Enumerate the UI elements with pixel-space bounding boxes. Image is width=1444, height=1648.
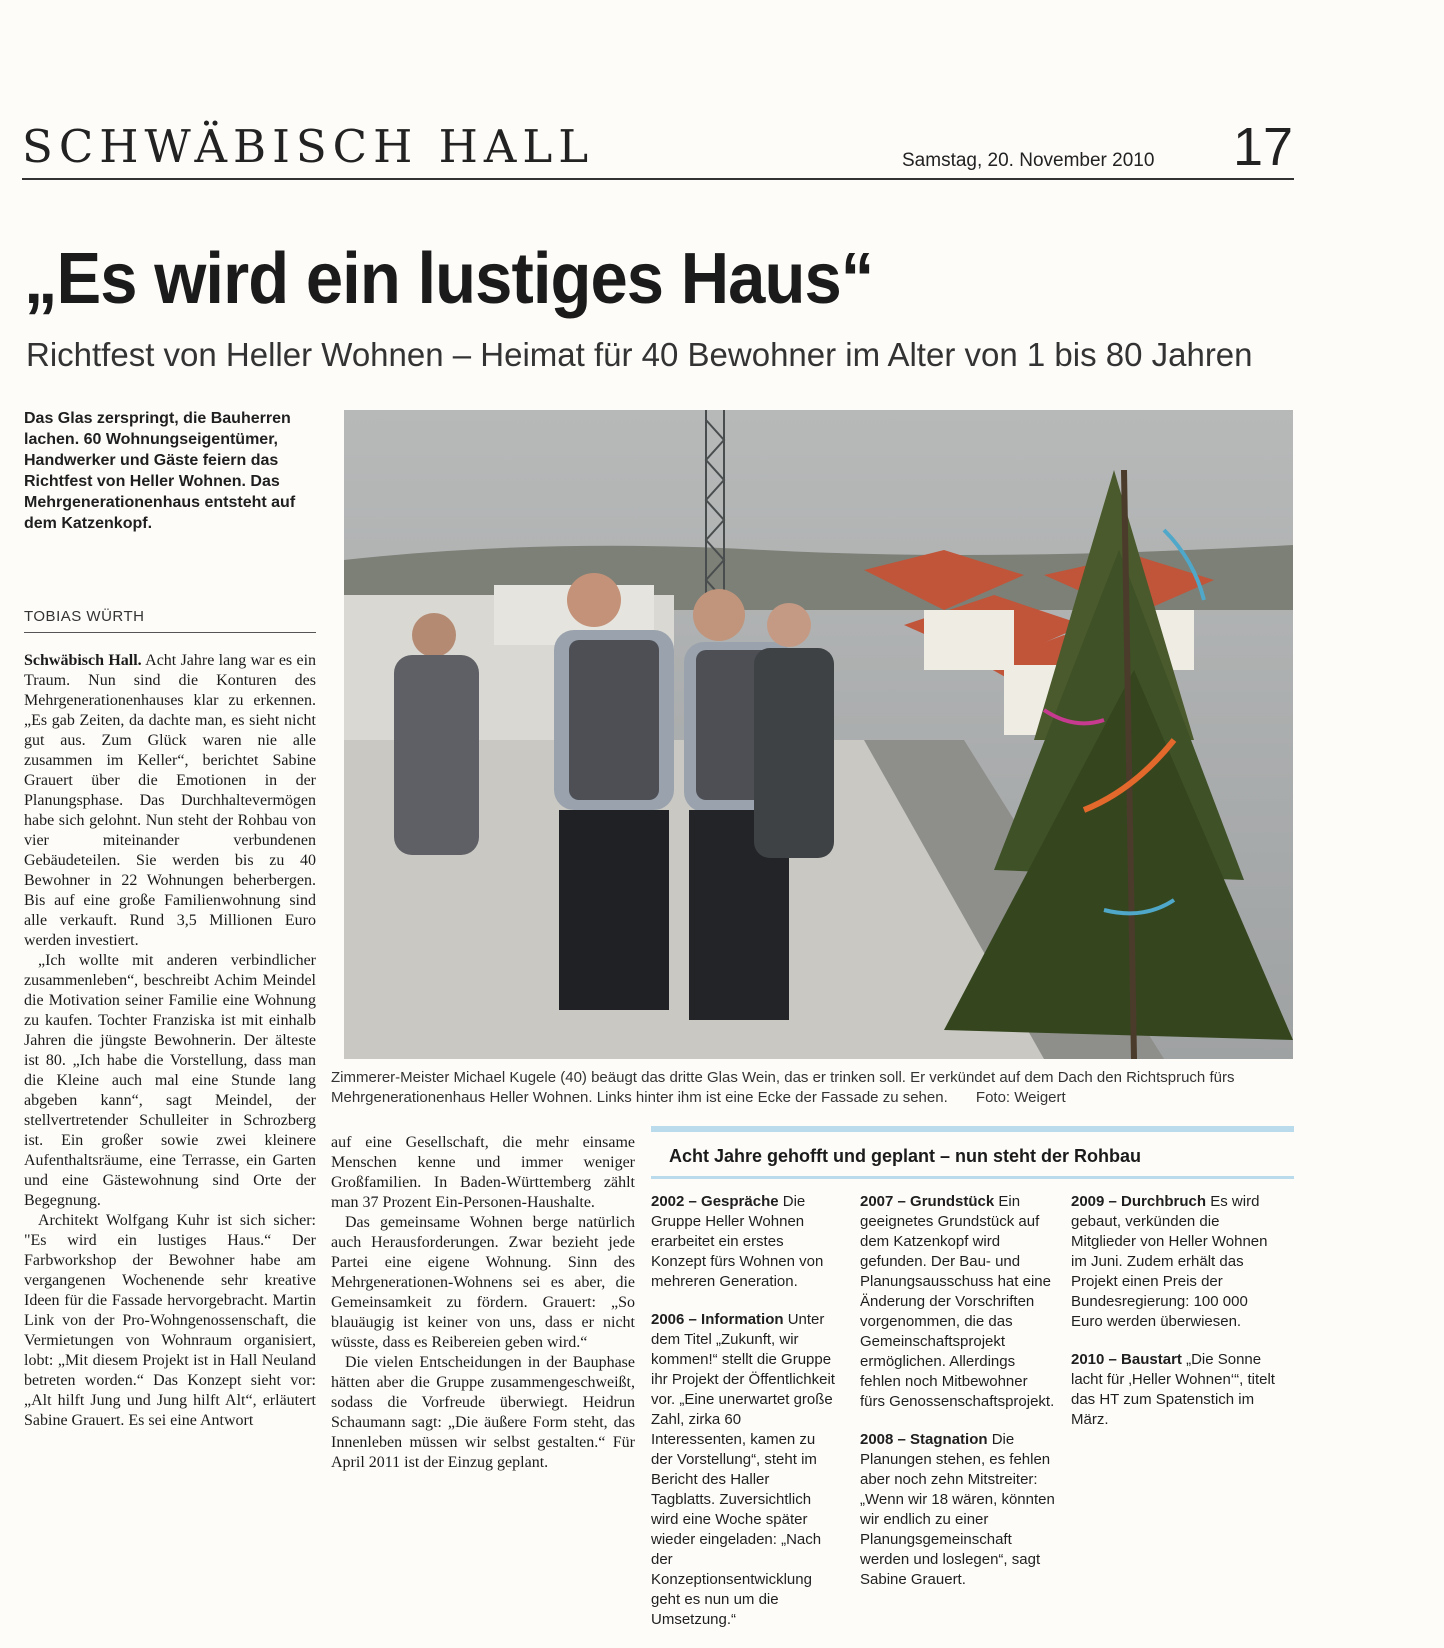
infobox-top-bar <box>651 1126 1294 1132</box>
article-photo <box>344 410 1293 1059</box>
timeline-text: Die Gruppe Heller Wohnen erarbeitet ein erstes Konzept fürs Wohnen von mehreren Generation. <box>651 1193 824 1290</box>
lead-paragraph: Das Glas zerspringt, die Bauherren lachen. 60 Wohnungseigentümer, Handwerker und Gäste feiern das Richtfest von Heller Wohnen. Das Mehrgenerationenhaus entsteht auf dem Katzenkopf. <box>24 410 296 532</box>
timeline-text: Unter dem Titel „Zukunft, wir kommen!“ stellt die Gruppe ihr Projekt der Öffentlichkeit vor. „Eine unerwartet große Zahl, zirka 60 Interessenten, kamen zu der Vorstellung“, steht im Bericht des Haller Tagblatts. Zuversichtlich wird eine Woche später wieder eingeladen: „Nach der Konzeptionsentwicklung geht es nun um die Umsetzung.“ <box>651 1311 835 1628</box>
timeline-text: Die Planungen stehen, es fehlen aber noch zehn Mitstreiter: „Wenn wir 18 wären, könnten wir endlich zu einer Planungsgemeinschaft werden und loslegen“, sagt Sabine Grauert. <box>860 1431 1055 1588</box>
paragraph-text: Acht Jahre lang war es ein Traum. Nun sind die Konturen des Mehrgenerationenhauses klar zu erkennen. „Es gab Zeiten, da dachte man, es sieht nicht gut aus. Zum Glück waren nie alle zusammen im Keller“, berichtet Sabine Grauert über die Emotionen in der Planungsphase. Das Durchhaltevermögen habe sich gelohnt. Nun steht der Rohbau von vier miteinander verbundenen Gebäudeteilen. Sie werden bis zu 40 Bewohner in 22 Wohnungen beherbergen. Bis auf eine große Familienwohnung sind alle verkauft. Rund 3,5 Millionen Euro werden investiert. <box>24 652 317 949</box>
infobox-title: Acht Jahre gehofft und geplant – nun steht der Rohbau <box>669 1146 1142 1166</box>
body-paragraph: Das gemeinsame Wohnen berge natürlich auch Herausforderungen. Zwar bezieht jede Partei eine eigene Wohnung. Sinn des Mehrgenerationen-Wohnens sei es aber, die Gemeinsamkeit zu fördern. Grauert: „So blauäugig ist keiner von uns, dass er nicht wüsste, dass es Reibereien geben wird.“ <box>331 1214 635 1351</box>
timeline-item <box>860 1192 1056 1412</box>
photo-illustration <box>344 410 1293 1059</box>
subheadline: Richtfest von Heller Wohnen – Heimat für 40 Bewohner im Alter von 1 bis 80 Jahren <box>26 336 1253 373</box>
photo-caption <box>331 1068 1293 1108</box>
timeline-year: 2007 – Grundstück <box>860 1193 995 1210</box>
timeline-column-2 <box>860 1192 1056 1608</box>
timeline-year: 2009 – Durchbruch <box>1071 1193 1207 1210</box>
body-paragraph: „Ich wollte mit anderen verbindlicher zusammenleben“, beschreibt Achim Meindel die Motivation seiner Familie eine Wohnung zu kaufen. Tochter Franziska ist mit einhalb Jahren die jüngste Bewohnerin. Der älteste ist 80. „Ich habe die Vorstellung, dass man die Kleine auch mal eine Stunde lang abgeben kann“, sagt Meindel, der stellvertretender Schulleiter in Schrozberg ist. Ein großer sowie zwei kleinere Aufenthaltsräume, eine Terrasse, ein Garten und eine Gästewohnung sind Orte der Begegnung. <box>24 952 316 1209</box>
timeline-year: 2008 – Stagnation <box>860 1431 988 1448</box>
body-paragraph: auf eine Gesellschaft, die mehr einsame Menschen kenne und immer weniger Großfamilien. In Baden-Württemberg zählt man 37 Prozent Ein-Personen-Haushalte. <box>331 1134 635 1211</box>
header-rule <box>22 178 1294 180</box>
photo-credit: Foto: Weigert <box>975 1089 1066 1106</box>
timeline-text: Ein geeignetes Grundstück auf dem Katzenkopf wird gefunden. Der Bau- und Planungsausschuss hat eine Änderung der Vorschriften vorgenommen, die das Gemeinschaftsprojekt ermöglichen. Allerdings fehlen noch Mitbewohner fürs Genossenschaftsprojekt. <box>860 1193 1055 1410</box>
body-paragraph <box>24 651 316 951</box>
body-column-1 <box>24 651 316 1431</box>
timeline-text: „Die Sonne lacht für ‚Heller Wohnen‘“, titelt das HT zum Spatenstich im März. <box>1071 1351 1275 1428</box>
byline-rule <box>24 632 316 633</box>
body-paragraph: Architekt Wolfgang Kuhr ist sich sicher: "Es wird ein lustiges Haus.“ Der Farbworkshop der Bewohner habe am vergangenen Wochenende sehr kreative Ideen für die Fassade hervorgebracht. Martin Link von der Pro-Wohngenossenschaft, die Vermietungen von Wohnraum organisiert, lobt: „Mit diesem Projekt ist in Hall Neuland betreten worden.“ Das Konzept sieht vor: „Alt hilft Jung und Jung hilft Alt“, erläutert Sabine Grauert. Es sei eine Antwort <box>24 1212 316 1429</box>
timeline-item <box>651 1192 837 1292</box>
timeline-year: 2002 – Gespräche <box>651 1193 779 1210</box>
timeline-text: Es wird gebaut, verkünden die Mitglieder von Heller Wohnen im Juni. Zudem erhält das Projekt einen Preis der Bundesregierung: 100 000 Euro werden überwiesen. <box>1071 1193 1268 1330</box>
timeline-column-3 <box>1071 1192 1275 1448</box>
page-number: 17 <box>1233 117 1294 177</box>
author-byline: TOBIAS WÜRTH <box>24 608 145 625</box>
timeline-item <box>860 1430 1056 1590</box>
body-paragraph: Die vielen Entscheidungen in der Bauphase hätten aber die Gruppe zusammengeschweißt, sodass die Vorfreude überwiegt. Heidrun Schaumann sagt: „Die äußere Form steht, das Innenleben müssen wir selbst gestalten.“ Für April 2011 ist der Einzug geplant. <box>331 1354 635 1471</box>
issue-date: Samstag, 20. November 2010 <box>902 150 1155 171</box>
timeline-column-1 <box>651 1192 837 1648</box>
caption-text: Zimmerer-Meister Michael Kugele (40) beäugt das dritte Glas Wein, das er trinken soll. Er verkündet auf dem Dach den Richtspruch fürs Mehrgenerationenhaus Heller Wohnen. Links hinter ihm ist eine Ecke der Fassade zu sehen. <box>331 1069 1235 1106</box>
timeline-year: 2010 – Baustart <box>1071 1351 1182 1368</box>
infobox-rule <box>651 1176 1294 1179</box>
timeline-year: 2006 – Information <box>651 1311 784 1328</box>
body-column-2 <box>331 1133 635 1473</box>
timeline-item <box>1071 1192 1275 1332</box>
timeline-item <box>1071 1350 1275 1430</box>
timeline-infobox <box>651 1126 1294 1628</box>
section-name: SCHWÄBISCH HALL <box>22 120 595 173</box>
timeline-item <box>651 1310 837 1630</box>
dateline: Schwäbisch Hall. <box>24 652 142 669</box>
headline: „Es wird ein lustiges Haus“ <box>24 239 874 319</box>
